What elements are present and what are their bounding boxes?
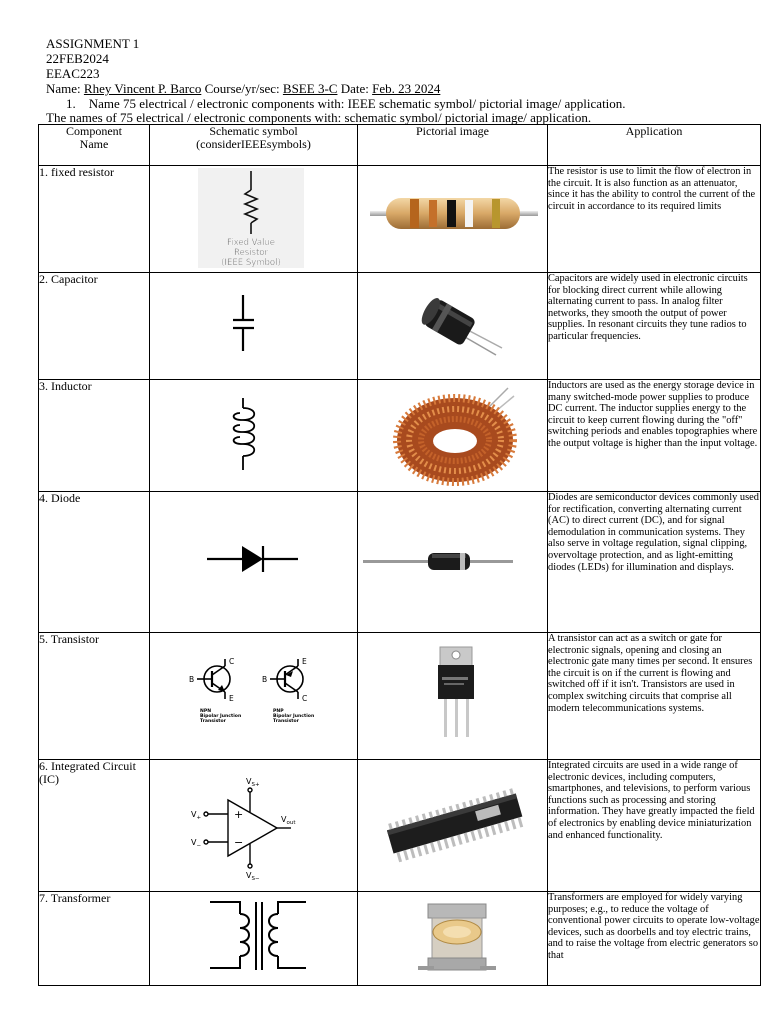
collector-label: C	[229, 657, 235, 666]
emitter-label: E	[229, 694, 234, 703]
image-cell	[358, 892, 548, 986]
application-text: The resistor is use to limit the flow of electron in the circuit. It is also function as an attenuator, since it has the ability to control the current of the circuit in accordance to its required limits	[548, 166, 761, 273]
svg-text:Vout	[281, 815, 296, 826]
vs-minus-subscript: S−	[251, 876, 260, 882]
application-text: Diodes are semiconductor devices commonly used for rectification, converting alternating current (AC) to direct current (DC), and for signal demodulation in communication systems. They also serve in voltage regulation, signal clipping, overvoltage protection, and as light-emitting diodes (LEDs) for illumination and displays.	[548, 492, 761, 633]
transformer-symbol-icon	[150, 892, 358, 985]
assignment-date: 22FEB2024	[46, 51, 109, 66]
diode-photo-icon	[358, 492, 548, 632]
noninverting-sign: +	[234, 808, 244, 821]
symbol-caption-line: Fixed Value	[226, 238, 276, 248]
pnp-transistor-symbol	[262, 657, 314, 724]
symbol-cell	[150, 380, 358, 492]
symbol-cell	[150, 633, 358, 760]
student-name: Rhey Vincent P. Barco	[83, 81, 202, 96]
component-name: 3. Inductor	[39, 380, 150, 492]
vs-minus-label: V	[246, 871, 252, 880]
transistor-symbol-icon	[150, 633, 358, 759]
components-table	[38, 124, 761, 986]
application-text: A transistor can act as a switch or gate for electronic signals, opening and closing an electronic gate many times per second. It ensures the circuit is on if the current is flowing and switched off if it isn't. Transistors are used in complex switching circuits that comprise all modern telecommunications systems.	[548, 633, 761, 760]
course-section: BSEE 3-C	[282, 81, 338, 96]
date-label: Date:	[337, 81, 373, 96]
table-row	[39, 633, 761, 760]
toroid-inductor-photo-icon	[358, 380, 548, 491]
image-cell	[358, 492, 548, 633]
image-cell	[358, 380, 548, 492]
symbol-cell	[150, 492, 358, 633]
course-label: Course/yr/sec:	[201, 81, 283, 96]
resistor-photo-icon	[358, 166, 548, 272]
student-info-line	[46, 81, 440, 96]
symbol-caption-line: (IEEE Symbol)	[221, 258, 281, 268]
component-name: 6. Integrated Circuit (IC)	[39, 760, 150, 892]
base-label: B	[189, 675, 195, 684]
application-text: Inductors are used as the energy storage device in many switched-mode power supplies to produce DC current. The inductor supplies energy to the circuit to keep current flowing during the "off" switching periods and enables topographies where the output voltage is higher than the input voltage.	[548, 380, 761, 492]
capacitor-photo-icon	[358, 273, 548, 379]
v-plus-label: V	[191, 810, 197, 819]
vout-subscript: out	[286, 820, 296, 826]
image-cell	[358, 273, 548, 380]
to220-transistor-photo-icon	[358, 633, 548, 759]
table-row	[39, 760, 761, 892]
symbol-cell	[150, 892, 358, 986]
v-minus-subscript: −	[196, 843, 202, 849]
npn-caption: NPN	[200, 709, 212, 714]
symbol-cell	[150, 760, 358, 892]
component-name: 4. Diode	[39, 492, 150, 633]
image-cell	[358, 633, 548, 760]
svg-text:VS+	[246, 777, 260, 788]
component-name: 2. Capacitor	[39, 273, 150, 380]
image-cell	[358, 760, 548, 892]
header-component-name: Component Name	[39, 125, 150, 166]
component-name: 7. Transformer	[39, 892, 150, 986]
collector-label: C	[302, 694, 308, 703]
svg-text:VS−	[246, 871, 260, 882]
svg-text:V+	[191, 810, 201, 821]
npn-caption: Transistor	[200, 719, 226, 724]
pnp-caption: PNP	[273, 709, 284, 714]
table-row	[39, 166, 761, 273]
application-text: Integrated circuits are used in a wide range of electronic devices, including computers, smartphones, and televisions, to perform various functions such as processing and storing information. They have greatly impacted the field of electronics by enabling device miniaturization and enhanced functionality.	[548, 760, 761, 892]
inductor-symbol-icon	[150, 380, 358, 491]
name-label: Name:	[46, 81, 84, 96]
resistor-symbol-icon	[150, 166, 358, 272]
table-row	[39, 380, 761, 492]
table-caption: The names of 75 electrical / electronic components with: schematic symbol/ pictorial image/ application.	[46, 110, 592, 125]
dip-ic-photo-icon	[358, 760, 548, 891]
diode-symbol-icon	[150, 492, 358, 632]
table-row	[39, 273, 761, 380]
npn-caption: Bipolar Junction	[200, 714, 242, 719]
vs-plus-label: V	[246, 777, 252, 786]
component-name: 5. Transistor	[39, 633, 150, 760]
inverting-sign: −	[234, 836, 244, 849]
instruction-item: 1. Name 75 electrical / electronic components with: IEEE schematic symbol/ pictorial image/ application.	[66, 96, 626, 111]
v-minus-label: V	[191, 838, 197, 847]
submission-date: Feb. 23 2024	[372, 81, 441, 96]
base-label: B	[262, 675, 268, 684]
application-text: Capacitors are widely used in electronic circuits for blocking direct current while allowing alternating current to pass. In analog filter networks, they smooth the output of power supplies. In resonant circuits they tune radios to particular frequencies.	[548, 273, 761, 380]
header-application: Application	[548, 125, 761, 166]
header-pictorial-image: Pictorial image	[358, 125, 548, 166]
course-code: EEAC223	[46, 66, 100, 81]
vs-plus-subscript: S+	[251, 782, 260, 788]
v-plus-subscript: +	[196, 815, 202, 821]
component-name: 1. fixed resistor	[39, 166, 150, 273]
image-cell	[358, 166, 548, 273]
pnp-caption: Bipolar Junction	[273, 714, 315, 719]
vout-label: V	[281, 815, 287, 824]
op-amp-symbol-icon	[150, 760, 358, 891]
emitter-label: E	[302, 657, 307, 666]
pnp-caption: Transistor	[273, 719, 299, 724]
transformer-photo-icon	[358, 892, 548, 985]
npn-transistor-symbol	[189, 657, 241, 724]
symbol-caption-line: Resistor	[234, 248, 268, 258]
table-row	[39, 492, 761, 633]
symbol-cell	[150, 166, 358, 273]
header-schematic-symbol: Schematic symbol (considerIEEEsymbols)	[150, 125, 358, 166]
table-row	[39, 892, 761, 986]
capacitor-symbol-icon	[150, 273, 358, 379]
table-header-row	[39, 125, 761, 166]
assignment-title: ASSIGNMENT 1	[46, 36, 140, 51]
symbol-cell	[150, 273, 358, 380]
application-text: Transformers are employed for widely varying purposes; e.g., to reduce the voltage of conventional power circuits to operate low-voltage devices, such as doorbells and toy electric trains, and to raise the voltage from electric generators so that	[548, 892, 761, 986]
svg-text:V−	[191, 838, 201, 849]
